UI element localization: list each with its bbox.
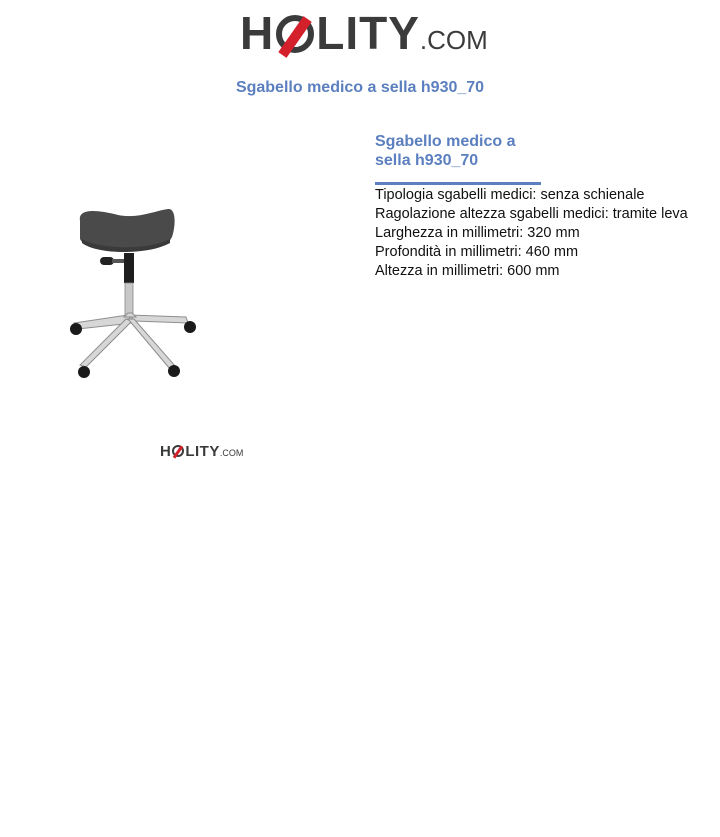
product-name-line-1: Sgabello medico a bbox=[375, 133, 516, 150]
logo-letters: LITY bbox=[316, 7, 420, 59]
spec-item: Tipologia sgabelli medici: senza schienale bbox=[375, 187, 645, 203]
spec-list bbox=[375, 186, 688, 281]
spec-item: Ragolazione altezza sgabelli medici: tramite leva bbox=[375, 206, 688, 222]
logo-o-icon bbox=[276, 15, 314, 53]
footer-logo-o-icon bbox=[172, 445, 184, 457]
footer-logo[interactable] bbox=[160, 443, 243, 460]
logo-suffix: .COM bbox=[419, 25, 488, 55]
spec-item: Altezza in millimetri: 600 mm bbox=[375, 263, 560, 279]
site-logo[interactable] bbox=[240, 7, 488, 59]
product-image bbox=[58, 195, 208, 390]
spec-item: Profondità in millimetri: 460 mm bbox=[375, 244, 579, 260]
page-title: Sgabello medico a sella h930_70 bbox=[235, 79, 485, 96]
product-name bbox=[375, 132, 545, 170]
footer-logo-letters: LITY bbox=[185, 443, 220, 460]
spec-item: Larghezza in millimetri: 320 mm bbox=[375, 225, 580, 241]
footer-logo-suffix: .COM bbox=[219, 448, 244, 458]
logo-letter-h: H bbox=[240, 7, 275, 59]
title-underline bbox=[375, 182, 541, 185]
footer-logo-letter-h: H bbox=[160, 443, 172, 460]
product-name-line-2: sella h930_70 bbox=[375, 152, 479, 169]
